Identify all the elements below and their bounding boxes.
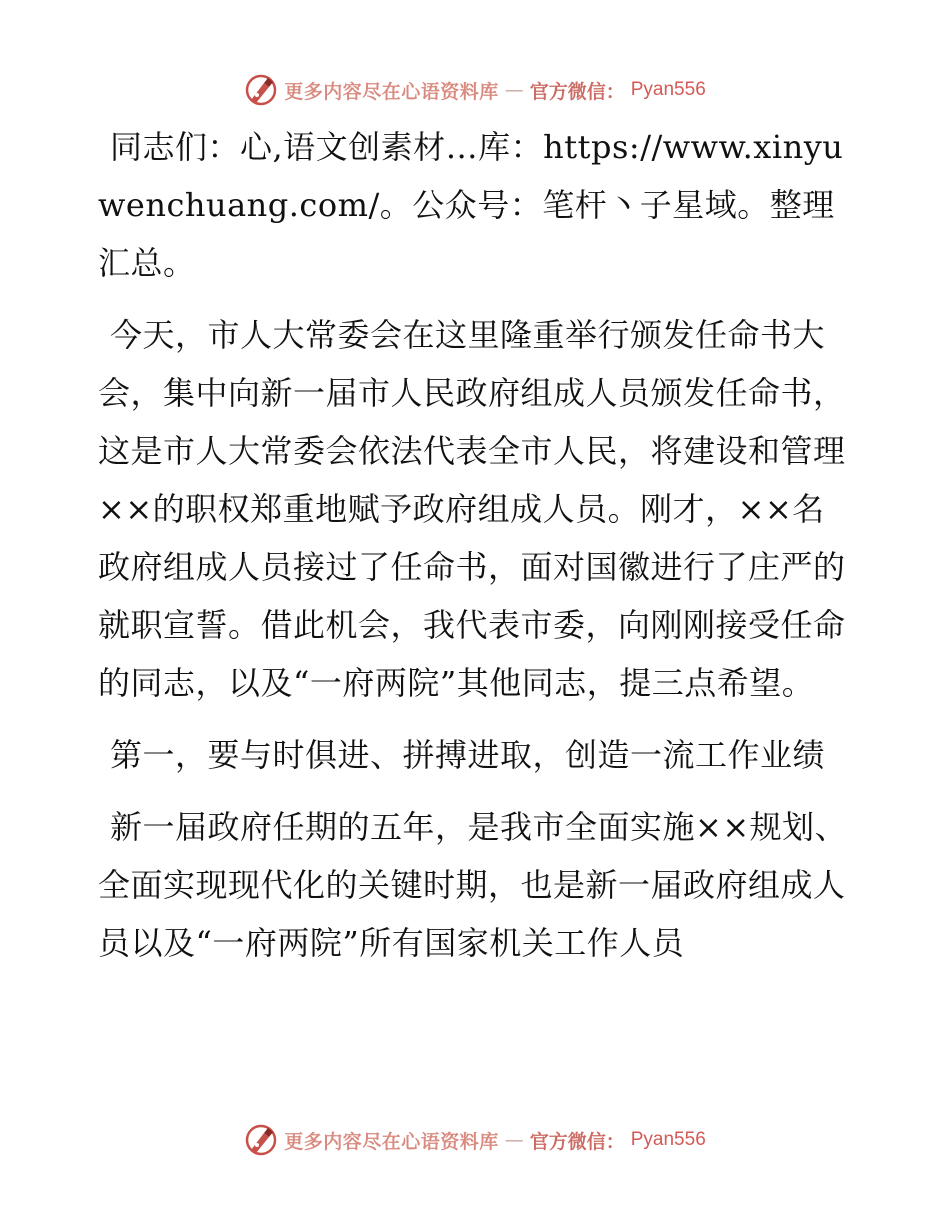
footer-banner bbox=[0, 1120, 950, 1160]
banner-label: 官方微信： bbox=[529, 80, 625, 103]
banner-wechat-id: Pyan556 bbox=[630, 1129, 706, 1150]
paragraph-intro: 同志们：心,语文创素材…库：https://www.xinyuwenchuang.com/。公众号：笔杆丶子星域。整理汇总。 bbox=[98, 128, 844, 282]
pen-circle-logo-icon bbox=[244, 1123, 278, 1157]
header-banner bbox=[0, 70, 950, 110]
pen-circle-logo-icon bbox=[244, 73, 278, 107]
paragraph-first-section: 新一届政府任期的五年，是我市全面实施××规划、全面实现现代化的关键时期，也是新一届政府组成人员以及“一府两院”所有国家机关工作人员 bbox=[98, 808, 848, 962]
paragraph-opening: 今天，市人大常委会在这里隆重举行颁发任命书大会，集中向新一届市人民政府组成人员颁发任命书，这是市人大常委会依法代表全市人民，将建设和管理××的职权郑重地赋予政府组成人员。刚才，××名政府组成人员接过了任命书，面对国徽进行了庄严的就职宣誓。借此机会，我代表市委，向刚刚接受任命的同志，以及“一府两院”其他同志，提三点希望。 bbox=[98, 316, 846, 702]
banner-separator: — bbox=[504, 1129, 524, 1151]
banner-text: 更多内容尽在心语资料库 bbox=[284, 80, 499, 103]
banner-text: 更多内容尽在心语资料库 bbox=[284, 1130, 499, 1153]
banner-label: 官方微信： bbox=[529, 1130, 625, 1153]
document-body bbox=[98, 118, 850, 986]
banner-separator: — bbox=[504, 79, 524, 101]
section-heading-first: 第一，要与时俱进、拼搏进取，创造一流工作业绩 bbox=[110, 736, 826, 774]
banner-wechat-id: Pyan556 bbox=[630, 79, 706, 100]
